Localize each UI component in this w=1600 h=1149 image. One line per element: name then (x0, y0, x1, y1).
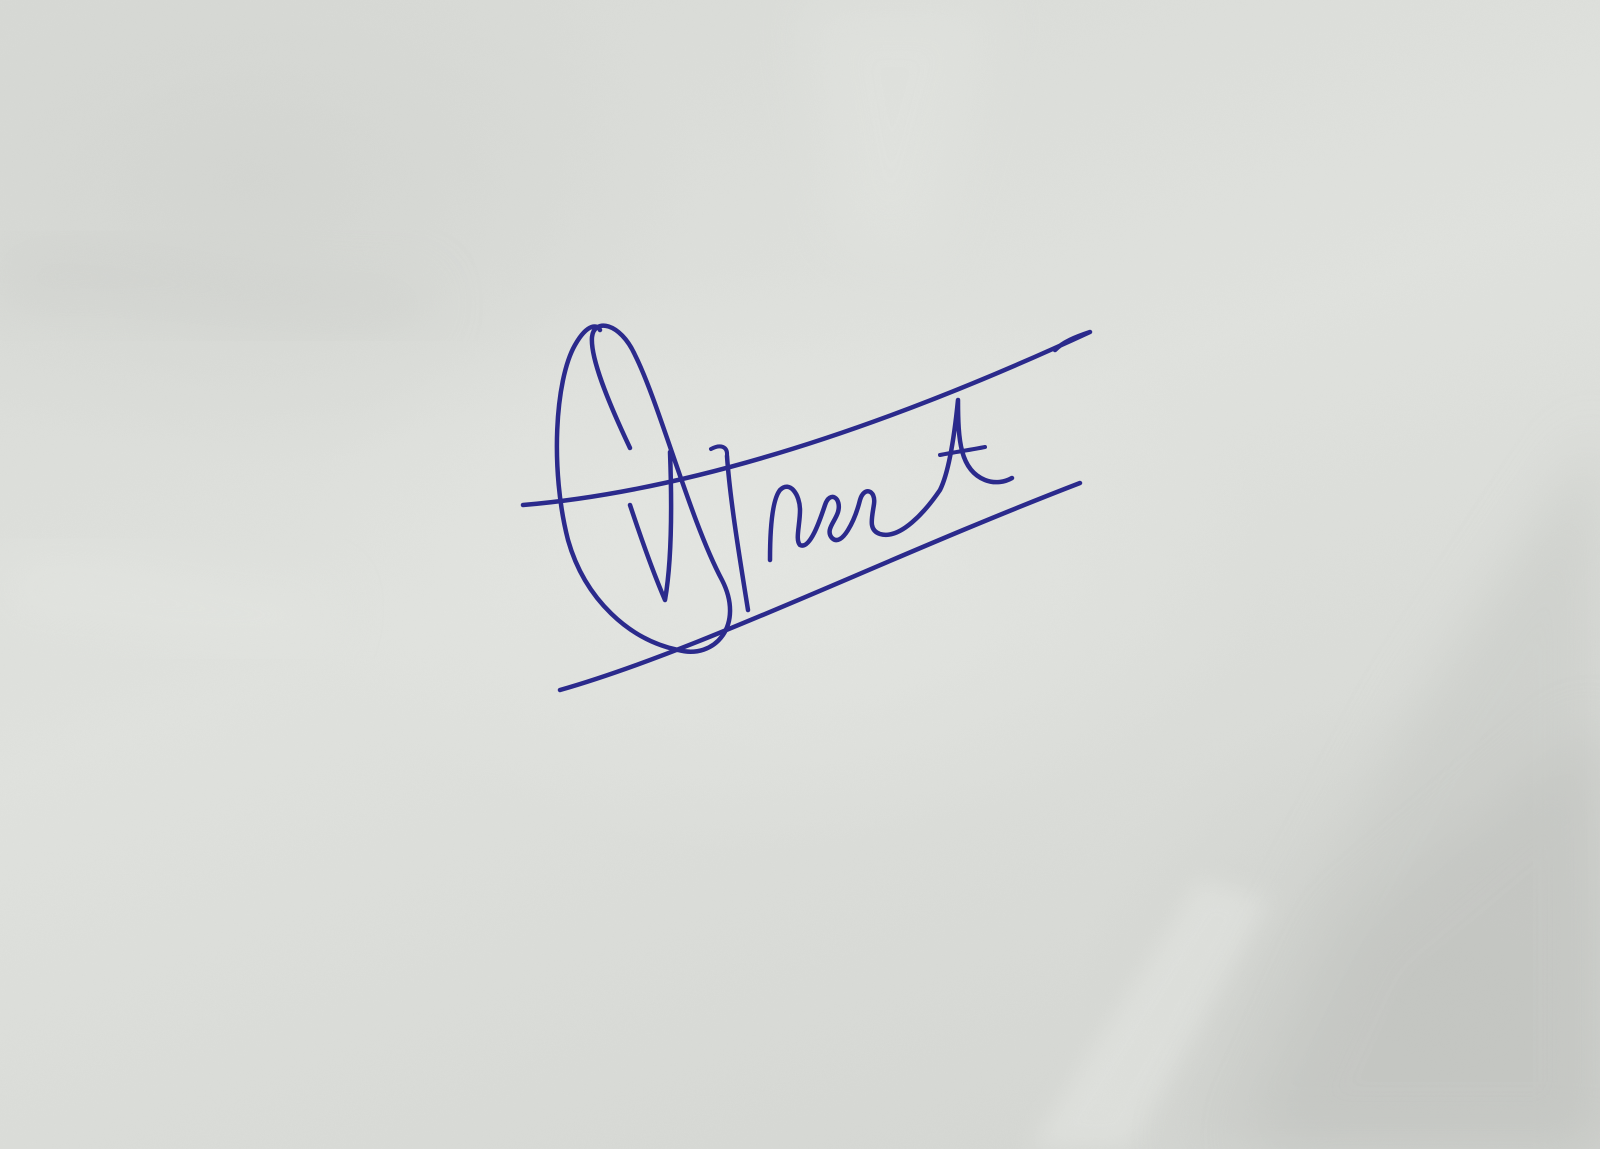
signature-hook-stroke (711, 446, 727, 456)
signature-neet-stroke (770, 400, 1012, 560)
signature-v-stroke (630, 452, 671, 600)
signature-j-stroke (727, 456, 748, 610)
